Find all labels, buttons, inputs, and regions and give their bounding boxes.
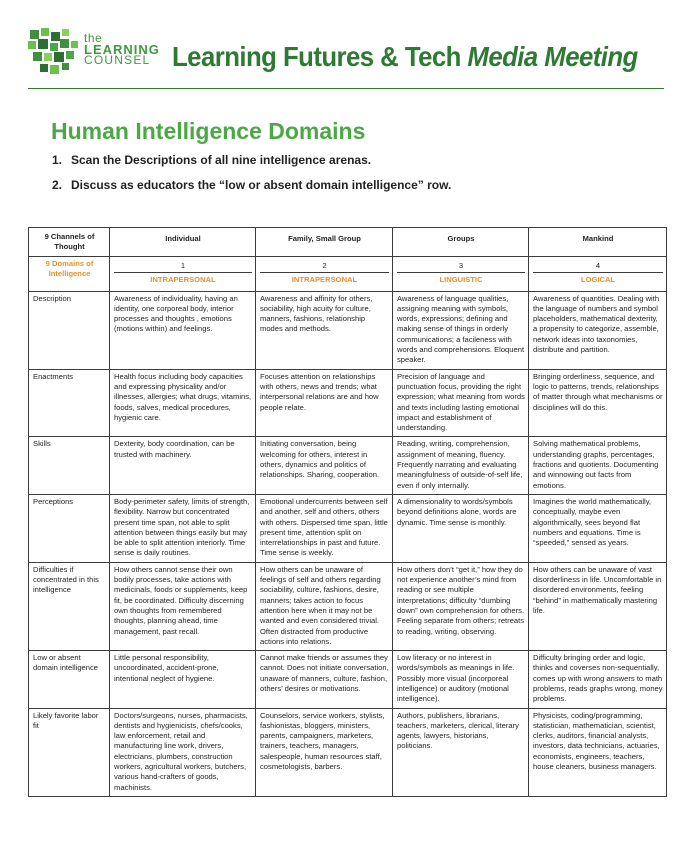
domain-name: INTRAPERSONAL [150,275,216,285]
section-title: Human Intelligence Domains [51,118,366,144]
table-cell: Cannot make friends or assumes they cannot. Does not initiate conversation, unaware of manners, culture, fashion, others’ desires or motivations. [256,651,393,708]
table-cell: Dexterity, body coordination, can be trusted with machinery. [110,437,256,494]
table-cell: Solving mathematical problems, understanding graphs, percentages, fractions and quotients. Documenting and winnowing out facts from emotions. [529,437,667,494]
table-cell: Awareness and affinity for others, sociability, high acuity for culture, manners, fashions, relationship modes and methods. [256,291,393,369]
column-header-individual: Individual [110,228,256,257]
logo-line-3: COUNSEL [84,53,151,67]
table-cell: Health focus including body capacities and expressing physicality and/or illnesses, allergies; what drugs, vitamins, foods, salves, medical procedures, hygienic care. [110,369,256,437]
table-cell: How others don’t “get it,” how they do not experience another’s mind from reading or see multiple interpretations; difficulty “dumbing down” own comprehension for others. Feeling separate from others; retreats to reading, writing, observing. [393,562,529,650]
instruction-item [52,153,451,167]
table-row [29,369,667,437]
meeting-title-main: Learning Futures & Tech [172,41,468,72]
instruction-text: Scan the Descriptions of all nine intelligence arenas. [71,153,372,167]
table-cell: Imagines the world mathematically, conceptually, maybe even algorithmically, sees beyond flat numbers and equations. Time is “speeded,” sensed as years. [529,494,667,562]
column-header-family: Family, Small Group [256,228,393,257]
domain-number: 3 [397,259,525,273]
instruction-item [52,178,451,192]
domain-cell [110,257,256,292]
domain-number: 1 [114,259,252,273]
table-row [29,651,667,708]
logo-wordmark [84,33,160,66]
table-cell: Awareness of language qualities, assigning meaning with symbols, words, expressions; defining and making sense of things in orderly communications; a facileness with words and comprehensions. Eloquent speaker. [393,291,529,369]
table-row [29,437,667,494]
table-row [29,291,667,369]
row-label: Difficulties if concentrated in this intelligence [29,562,110,650]
channels-header: 9 Channels of Thought [29,228,110,257]
meeting-title-italic: Media Meeting [467,41,638,72]
column-header-mankind: Mankind [529,228,667,257]
table-cell: Emotional undercurrents between self and another, self and others, others with others. Dispersed time span, little present time, attention split on interrelationships in past and future. Time sense is weekly. [256,494,393,562]
table-cell: Bringing orderliness, sequence, and logic to patterns, trends, relationships of matter through what mechanisms or disciplines will do this. [529,369,667,437]
table-cell: Awareness of quantities. Dealing with the language of numbers and symbol placeholders, mathematical dexterity, a propensity to categorize, assemble, network ideas into taxonomies, distribute and partition. [529,291,667,369]
instruction-number: 1. [52,153,63,167]
table-cell: A dimensionality to words/symbols beyond definitions alone, words are dynamic. Time sense is monthly. [393,494,529,562]
logo-line-2: LEARNING [84,42,160,57]
domain-number: 4 [533,259,663,273]
table-cell: Reading, writing, comprehension, assignment of meaning, fluency. Frequently narrating and evaluating meaningfulness of outside-of-self life, even if only internally. [393,437,529,494]
learning-counsel-logo-icon [28,28,82,76]
row-label: Perceptions [29,494,110,562]
meeting-title [172,41,638,73]
domain-cell [393,257,529,292]
table-cell: Physicists, coding/programming, statistician, mathematician, scientist, clerks, auditors, financial analysts, investors, data technicians, actuaries, economists, engineers, teachers, house cleaners, business managers. [529,708,667,796]
instruction-number: 2. [52,178,63,192]
table-cell: Initiating conversation, being welcoming for others, interest in others, dynamics and politics of relationships. Sharing, cooperation. [256,437,393,494]
instruction-text: Discuss as educators the “low or absent domain intelligence” row. [71,178,452,192]
domain-name: INTRAPERSONAL [291,275,358,285]
table-cell: Low literacy or no interest in words/symbols as meanings in life. Possibly more visual (incorporeal intelligence) or auditory (motional intelligence). [393,651,529,708]
header-divider [28,88,664,89]
table-cell: How others cannot sense their own bodily processes, take actions with medicinals, foods or supplements, keep fit, be coordinated. Difficulty discerning own thoughts from remembered thoughts, planning ahead, time management, past recall. [110,562,256,650]
table-header-row [29,228,667,257]
table-cell: Awareness of individuality, having an identity, one corporeal body, interior processes and thoughts , emotions (motions within) and feelings. [110,291,256,369]
table-cell: Difficulty bringing order and logic, thinks and coverses non-sequentially, comes up with wrong answers to math problems, reads graphs wrong, money problems. [529,651,667,708]
row-label: Description [29,291,110,369]
domain-number: 2 [260,259,389,273]
row-label: Enactments [29,369,110,437]
domain-cell [256,257,393,292]
instruction-list [52,153,451,203]
table-cell: Body-perimeter safety, limits of strength, flexibility. Narrow but concentrated present time span, not able to split attention between things easily but may be able to split attention interiorly. Time sense is daily routines. [110,494,256,562]
table-cell: Authors, publishers, librarians, teachers, marketers, clerical, literary agents, lawyers, historians, politicians. [393,708,529,796]
table-cell: Precision of language and punctuation focus, providing the right expression; what meaning from words and texts including lasting emotional impact and establishment of understanding. [393,369,529,437]
intelligence-domains-table [28,227,667,797]
table-cell: Counselors, service workers, stylists, fashionistas, bloggers, ministers, parents, campaigners, marketers, trainers, teachers, managers, salespeople, human resources staff, cosmetologists, barbers. [256,708,393,796]
domain-cell [529,257,667,292]
domain-name: LINGUISTIC [439,275,483,285]
table-row [29,562,667,650]
table-cell: How others can be unaware of vast disorderliness in life. Uncomfortable in disordered environments, feeling “behind” in mathematically mastering life. [529,562,667,650]
row-label: Low or absent domain intelligence [29,651,110,708]
domains-row [29,257,667,292]
row-label: Skills [29,437,110,494]
table-cell: Doctors/surgeons, nurses, pharmacists, dentists and hygienicists, chefs/cooks, law enforcement, retail and manufacturing line work, drivers, electricians, plumbers, construction workers, agricultural workers, butchers, various hand-crafters of goods, machinists. [110,708,256,796]
domain-name: LOGICAL [580,275,616,285]
table-row [29,494,667,562]
row-label: Likely favorite labor fit [29,708,110,796]
logo-line-1: the [84,31,103,45]
table-row [29,708,667,796]
page-header [28,26,668,82]
table-cell: Focuses attention on relationships with others, news and trends; what interpersonal relations are and how people relate. [256,369,393,437]
table-cell: How others can be unaware of feelings of self and others regarding sociability, culture, fashions, desire, manners; takes action to focus attention here when it may not be wanted and even considered trivial. Often distracted from productive actions into relations. [256,562,393,650]
table-cell: Little personal responsibility, uncoordinated, accident-prone, intentional neglect of hygiene. [110,651,256,708]
domains-label: 9 Domains of Intelligence [29,257,110,292]
column-header-groups: Groups [393,228,529,257]
